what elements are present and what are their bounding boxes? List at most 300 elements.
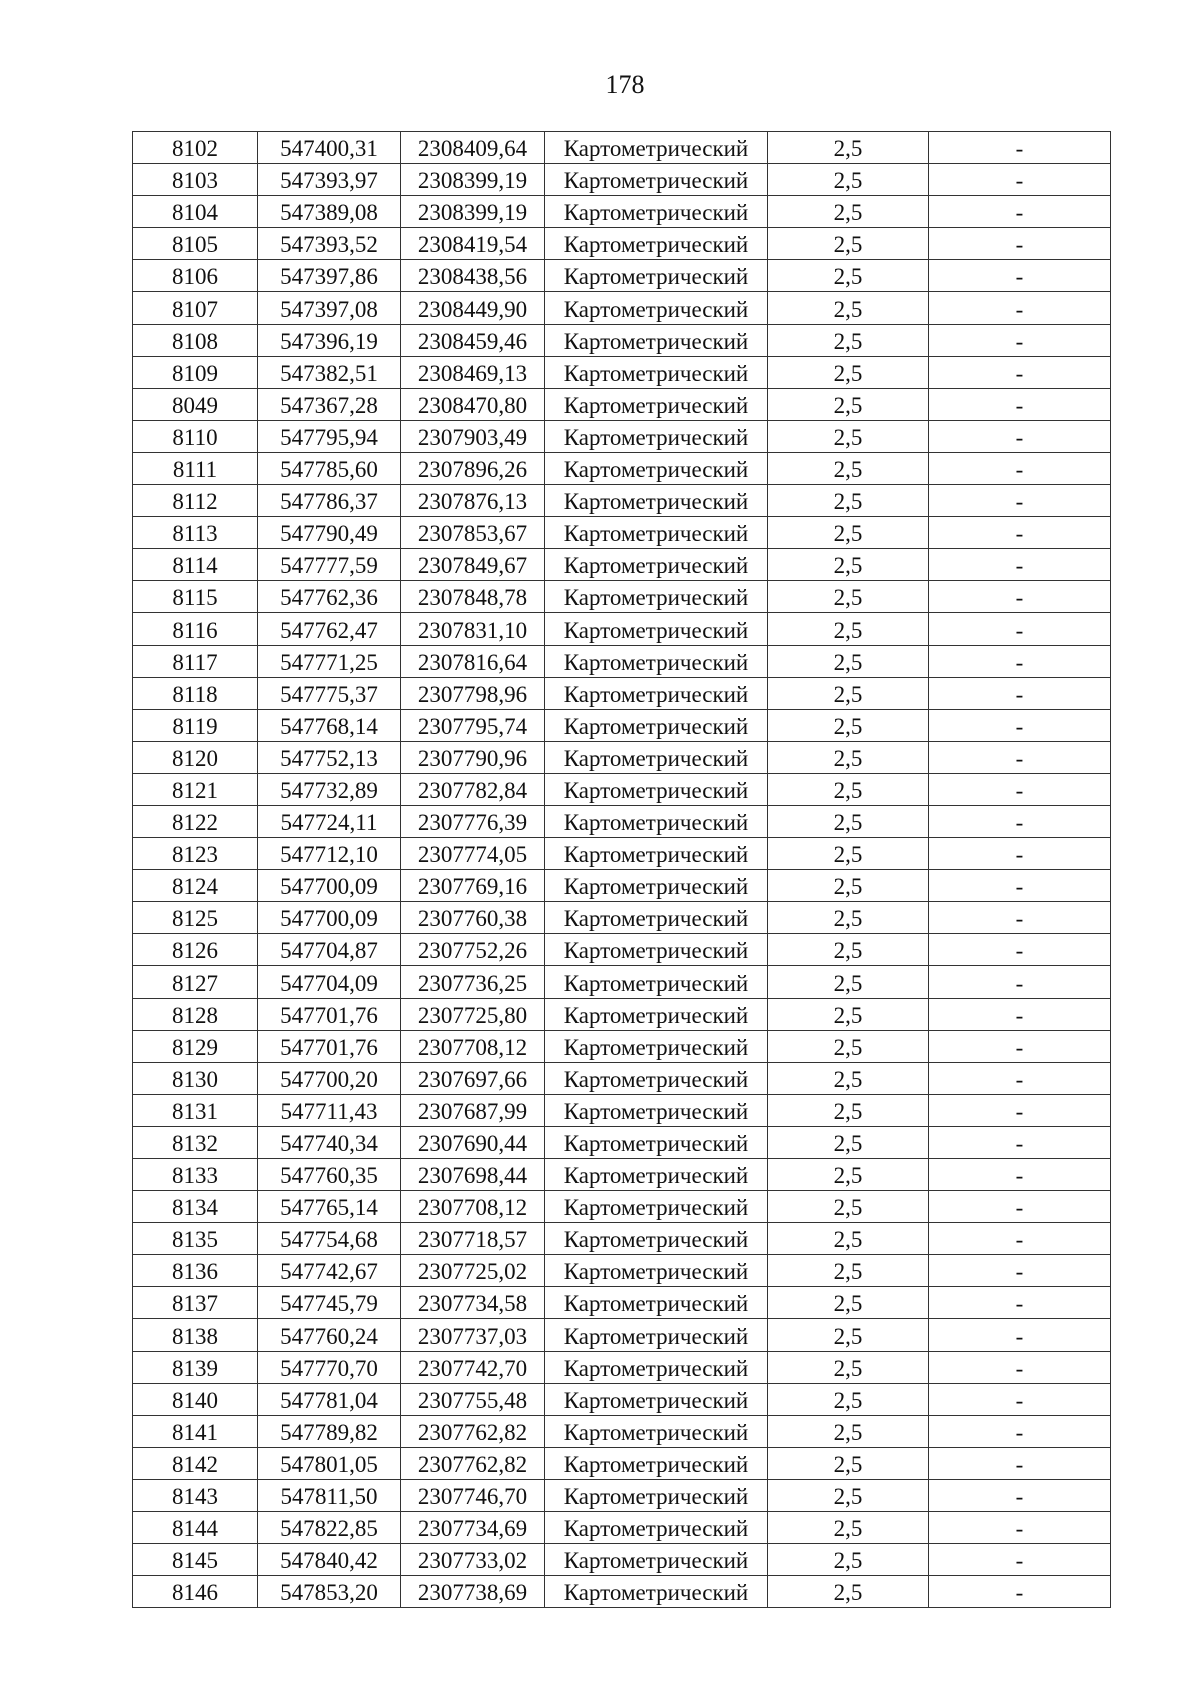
table-row [133,870,1111,902]
accuracy-cell: 2,5 [768,902,929,934]
note-cell: - [929,902,1111,934]
point-number-cell: 8143 [133,1479,258,1511]
point-number-cell: 8116 [133,613,258,645]
table-row [133,1447,1111,1479]
method-cell: Картометрический [545,485,768,517]
table-row [133,1255,1111,1287]
method-cell: Картометрический [545,228,768,260]
table-row [133,132,1111,164]
note-cell: - [929,934,1111,966]
accuracy-cell: 2,5 [768,645,929,677]
point-number-cell: 8139 [133,1351,258,1383]
note-cell: - [929,388,1111,420]
x-coordinate-cell: 547853,20 [258,1576,401,1608]
point-number-cell: 8127 [133,966,258,998]
accuracy-cell: 2,5 [768,1287,929,1319]
accuracy-cell: 2,5 [768,741,929,773]
x-coordinate-cell: 547795,94 [258,420,401,452]
y-coordinate-cell: 2308459,46 [401,324,545,356]
x-coordinate-cell: 547786,37 [258,485,401,517]
note-cell: - [929,196,1111,228]
accuracy-cell: 2,5 [768,324,929,356]
note-cell: - [929,1544,1111,1576]
accuracy-cell: 2,5 [768,1223,929,1255]
method-cell: Картометрический [545,902,768,934]
accuracy-cell: 2,5 [768,1319,929,1351]
note-cell: - [929,1255,1111,1287]
method-cell: Картометрический [545,1030,768,1062]
note-cell: - [929,1159,1111,1191]
method-cell: Картометрический [545,1415,768,1447]
point-number-cell: 8122 [133,805,258,837]
y-coordinate-cell: 2307752,26 [401,934,545,966]
method-cell: Картометрический [545,196,768,228]
table-row [133,902,1111,934]
method-cell: Картометрический [545,870,768,902]
note-cell: - [929,1479,1111,1511]
method-cell: Картометрический [545,805,768,837]
y-coordinate-cell: 2307774,05 [401,838,545,870]
note-cell: - [929,1030,1111,1062]
x-coordinate-cell: 547790,49 [258,517,401,549]
accuracy-cell: 2,5 [768,228,929,260]
x-coordinate-cell: 547397,86 [258,260,401,292]
y-coordinate-cell: 2308469,13 [401,356,545,388]
point-number-cell: 8107 [133,292,258,324]
point-number-cell: 8132 [133,1126,258,1158]
point-number-cell: 8119 [133,709,258,741]
accuracy-cell: 2,5 [768,1030,929,1062]
point-number-cell: 8120 [133,741,258,773]
accuracy-cell: 2,5 [768,1255,929,1287]
note-cell: - [929,741,1111,773]
point-number-cell: 8049 [133,388,258,420]
note-cell: - [929,677,1111,709]
point-number-cell: 8137 [133,1287,258,1319]
table-row [133,581,1111,613]
note-cell: - [929,1287,1111,1319]
method-cell: Картометрический [545,966,768,998]
y-coordinate-cell: 2307903,49 [401,420,545,452]
accuracy-cell: 2,5 [768,966,929,998]
accuracy-cell: 2,5 [768,838,929,870]
accuracy-cell: 2,5 [768,452,929,484]
table-row [133,1544,1111,1576]
x-coordinate-cell: 547762,36 [258,581,401,613]
accuracy-cell: 2,5 [768,613,929,645]
point-number-cell: 8106 [133,260,258,292]
method-cell: Картометрический [545,324,768,356]
y-coordinate-cell: 2307733,02 [401,1544,545,1576]
accuracy-cell: 2,5 [768,1062,929,1094]
x-coordinate-cell: 547770,70 [258,1351,401,1383]
x-coordinate-cell: 547712,10 [258,838,401,870]
method-cell: Картометрический [545,1287,768,1319]
x-coordinate-cell: 547393,52 [258,228,401,260]
method-cell: Картометрический [545,356,768,388]
table-row [133,1479,1111,1511]
note-cell: - [929,228,1111,260]
method-cell: Картометрический [545,741,768,773]
x-coordinate-cell: 547732,89 [258,773,401,805]
table-row [133,934,1111,966]
method-cell: Картометрический [545,1447,768,1479]
table-row [133,324,1111,356]
y-coordinate-cell: 2307876,13 [401,485,545,517]
method-cell: Картометрический [545,1223,768,1255]
accuracy-cell: 2,5 [768,260,929,292]
x-coordinate-cell: 547742,67 [258,1255,401,1287]
point-number-cell: 8102 [133,132,258,164]
method-cell: Картометрический [545,517,768,549]
note-cell: - [929,164,1111,196]
y-coordinate-cell: 2307831,10 [401,613,545,645]
y-coordinate-cell: 2307734,69 [401,1512,545,1544]
table-row [133,966,1111,998]
table-row [133,1223,1111,1255]
y-coordinate-cell: 2307853,67 [401,517,545,549]
note-cell: - [929,1062,1111,1094]
note-cell: - [929,324,1111,356]
table-row [133,838,1111,870]
y-coordinate-cell: 2308399,19 [401,196,545,228]
table-row [133,645,1111,677]
table-row [133,1576,1111,1608]
accuracy-cell: 2,5 [768,1447,929,1479]
note-cell: - [929,1512,1111,1544]
x-coordinate-cell: 547789,82 [258,1415,401,1447]
y-coordinate-cell: 2307848,78 [401,581,545,613]
point-number-cell: 8125 [133,902,258,934]
accuracy-cell: 2,5 [768,1126,929,1158]
table-row [133,1062,1111,1094]
y-coordinate-cell: 2307762,82 [401,1447,545,1479]
point-number-cell: 8110 [133,420,258,452]
accuracy-cell: 2,5 [768,1512,929,1544]
accuracy-cell: 2,5 [768,998,929,1030]
x-coordinate-cell: 547745,79 [258,1287,401,1319]
note-cell: - [929,1191,1111,1223]
note-cell: - [929,1383,1111,1415]
point-number-cell: 8105 [133,228,258,260]
y-coordinate-cell: 2308438,56 [401,260,545,292]
y-coordinate-cell: 2307698,44 [401,1159,545,1191]
accuracy-cell: 2,5 [768,1094,929,1126]
method-cell: Картометрический [545,998,768,1030]
accuracy-cell: 2,5 [768,773,929,805]
accuracy-cell: 2,5 [768,292,929,324]
method-cell: Картометрический [545,132,768,164]
x-coordinate-cell: 547367,28 [258,388,401,420]
x-coordinate-cell: 547740,34 [258,1126,401,1158]
method-cell: Картометрический [545,420,768,452]
point-number-cell: 8134 [133,1191,258,1223]
note-cell: - [929,838,1111,870]
x-coordinate-cell: 547400,31 [258,132,401,164]
method-cell: Картометрический [545,1319,768,1351]
note-cell: - [929,260,1111,292]
method-cell: Картометрический [545,709,768,741]
accuracy-cell: 2,5 [768,677,929,709]
table-row [133,677,1111,709]
accuracy-cell: 2,5 [768,517,929,549]
x-coordinate-cell: 547396,19 [258,324,401,356]
method-cell: Картометрический [545,1544,768,1576]
x-coordinate-cell: 547382,51 [258,356,401,388]
y-coordinate-cell: 2307746,70 [401,1479,545,1511]
note-cell: - [929,773,1111,805]
accuracy-cell: 2,5 [768,1544,929,1576]
note-cell: - [929,966,1111,998]
method-cell: Картометрический [545,1062,768,1094]
point-number-cell: 8138 [133,1319,258,1351]
accuracy-cell: 2,5 [768,485,929,517]
table-row [133,1319,1111,1351]
x-coordinate-cell: 547701,76 [258,1030,401,1062]
point-number-cell: 8136 [133,1255,258,1287]
y-coordinate-cell: 2307737,03 [401,1319,545,1351]
table-row [133,388,1111,420]
point-number-cell: 8109 [133,356,258,388]
x-coordinate-cell: 547760,35 [258,1159,401,1191]
note-cell: - [929,1094,1111,1126]
method-cell: Картометрический [545,1191,768,1223]
accuracy-cell: 2,5 [768,1159,929,1191]
method-cell: Картометрический [545,677,768,709]
note-cell: - [929,1223,1111,1255]
accuracy-cell: 2,5 [768,388,929,420]
point-number-cell: 8128 [133,998,258,1030]
y-coordinate-cell: 2307742,70 [401,1351,545,1383]
method-cell: Картометрический [545,452,768,484]
table-row [133,998,1111,1030]
table-row [133,1351,1111,1383]
note-cell: - [929,132,1111,164]
y-coordinate-cell: 2307795,74 [401,709,545,741]
note-cell: - [929,709,1111,741]
y-coordinate-cell: 2307816,64 [401,645,545,677]
x-coordinate-cell: 547752,13 [258,741,401,773]
point-number-cell: 8103 [133,164,258,196]
point-number-cell: 8141 [133,1415,258,1447]
accuracy-cell: 2,5 [768,1415,929,1447]
point-number-cell: 8117 [133,645,258,677]
note-cell: - [929,517,1111,549]
y-coordinate-cell: 2308399,19 [401,164,545,196]
point-number-cell: 8124 [133,870,258,902]
note-cell: - [929,356,1111,388]
point-number-cell: 8146 [133,1576,258,1608]
y-coordinate-cell: 2307738,69 [401,1576,545,1608]
table-row [133,356,1111,388]
x-coordinate-cell: 547724,11 [258,805,401,837]
y-coordinate-cell: 2308409,64 [401,132,545,164]
point-number-cell: 8111 [133,452,258,484]
table-row [133,1383,1111,1415]
y-coordinate-cell: 2307708,12 [401,1191,545,1223]
x-coordinate-cell: 547775,37 [258,677,401,709]
method-cell: Картометрический [545,934,768,966]
y-coordinate-cell: 2307725,02 [401,1255,545,1287]
x-coordinate-cell: 547785,60 [258,452,401,484]
point-number-cell: 8123 [133,838,258,870]
y-coordinate-cell: 2307736,25 [401,966,545,998]
method-cell: Картометрический [545,645,768,677]
point-number-cell: 8144 [133,1512,258,1544]
point-number-cell: 8121 [133,773,258,805]
page-number: 178 [605,70,645,99]
method-cell: Картометрический [545,838,768,870]
point-number-cell: 8126 [133,934,258,966]
x-coordinate-cell: 547701,76 [258,998,401,1030]
point-number-cell: 8108 [133,324,258,356]
x-coordinate-cell: 547771,25 [258,645,401,677]
accuracy-cell: 2,5 [768,934,929,966]
y-coordinate-cell: 2307790,96 [401,741,545,773]
x-coordinate-cell: 547704,09 [258,966,401,998]
y-coordinate-cell: 2307725,80 [401,998,545,1030]
x-coordinate-cell: 547811,50 [258,1479,401,1511]
method-cell: Картометрический [545,292,768,324]
method-cell: Картометрический [545,773,768,805]
y-coordinate-cell: 2307769,16 [401,870,545,902]
note-cell: - [929,485,1111,517]
point-number-cell: 8133 [133,1159,258,1191]
table-row [133,485,1111,517]
method-cell: Картометрический [545,549,768,581]
note-cell: - [929,1576,1111,1608]
x-coordinate-cell: 547768,14 [258,709,401,741]
note-cell: - [929,870,1111,902]
point-number-cell: 8104 [133,196,258,228]
note-cell: - [929,1319,1111,1351]
accuracy-cell: 2,5 [768,581,929,613]
point-number-cell: 8135 [133,1223,258,1255]
y-coordinate-cell: 2307734,58 [401,1287,545,1319]
table-row [133,1159,1111,1191]
x-coordinate-cell: 547700,09 [258,902,401,934]
note-cell: - [929,613,1111,645]
x-coordinate-cell: 547822,85 [258,1512,401,1544]
y-coordinate-cell: 2307755,48 [401,1383,545,1415]
point-number-cell: 8113 [133,517,258,549]
accuracy-cell: 2,5 [768,549,929,581]
note-cell: - [929,645,1111,677]
accuracy-cell: 2,5 [768,132,929,164]
y-coordinate-cell: 2307690,44 [401,1126,545,1158]
y-coordinate-cell: 2307849,67 [401,549,545,581]
y-coordinate-cell: 2307697,66 [401,1062,545,1094]
x-coordinate-cell: 547700,20 [258,1062,401,1094]
table-row [133,1415,1111,1447]
accuracy-cell: 2,5 [768,1191,929,1223]
x-coordinate-cell: 547704,87 [258,934,401,966]
point-number-cell: 8114 [133,549,258,581]
point-number-cell: 8140 [133,1383,258,1415]
point-number-cell: 8129 [133,1030,258,1062]
table-row [133,613,1111,645]
method-cell: Картометрический [545,613,768,645]
note-cell: - [929,452,1111,484]
accuracy-cell: 2,5 [768,1479,929,1511]
accuracy-cell: 2,5 [768,196,929,228]
method-cell: Картометрический [545,1351,768,1383]
y-coordinate-cell: 2308449,90 [401,292,545,324]
accuracy-cell: 2,5 [768,1351,929,1383]
table-row [133,549,1111,581]
table-row [133,805,1111,837]
method-cell: Картометрический [545,1383,768,1415]
y-coordinate-cell: 2308419,54 [401,228,545,260]
y-coordinate-cell: 2307776,39 [401,805,545,837]
method-cell: Картометрический [545,581,768,613]
method-cell: Картометрический [545,388,768,420]
x-coordinate-cell: 547781,04 [258,1383,401,1415]
x-coordinate-cell: 547700,09 [258,870,401,902]
y-coordinate-cell: 2307687,99 [401,1094,545,1126]
note-cell: - [929,420,1111,452]
y-coordinate-cell: 2307718,57 [401,1223,545,1255]
point-number-cell: 8131 [133,1094,258,1126]
note-cell: - [929,1447,1111,1479]
table-row [133,1512,1111,1544]
note-cell: - [929,549,1111,581]
method-cell: Картометрический [545,1512,768,1544]
note-cell: - [929,581,1111,613]
point-number-cell: 8112 [133,485,258,517]
note-cell: - [929,998,1111,1030]
x-coordinate-cell: 547389,08 [258,196,401,228]
y-coordinate-cell: 2307708,12 [401,1030,545,1062]
point-number-cell: 8115 [133,581,258,613]
table-row [133,773,1111,805]
accuracy-cell: 2,5 [768,1383,929,1415]
x-coordinate-cell: 547762,47 [258,613,401,645]
point-number-cell: 8145 [133,1544,258,1576]
method-cell: Картометрический [545,1126,768,1158]
x-coordinate-cell: 547754,68 [258,1223,401,1255]
y-coordinate-cell: 2307762,82 [401,1415,545,1447]
table-row [133,452,1111,484]
table-row [133,292,1111,324]
note-cell: - [929,1351,1111,1383]
accuracy-cell: 2,5 [768,709,929,741]
x-coordinate-cell: 547777,59 [258,549,401,581]
accuracy-cell: 2,5 [768,164,929,196]
note-cell: - [929,292,1111,324]
method-cell: Картометрический [545,1255,768,1287]
method-cell: Картометрический [545,1159,768,1191]
x-coordinate-cell: 547711,43 [258,1094,401,1126]
x-coordinate-cell: 547397,08 [258,292,401,324]
method-cell: Картометрический [545,164,768,196]
point-number-cell: 8118 [133,677,258,709]
y-coordinate-cell: 2307760,38 [401,902,545,934]
table-row [133,1287,1111,1319]
method-cell: Картометрический [545,1479,768,1511]
table-row [133,420,1111,452]
coordinates-table-body [133,132,1111,1608]
accuracy-cell: 2,5 [768,870,929,902]
table-row [133,1191,1111,1223]
table-row [133,260,1111,292]
y-coordinate-cell: 2307896,26 [401,452,545,484]
note-cell: - [929,1415,1111,1447]
y-coordinate-cell: 2308470,80 [401,388,545,420]
table-row [133,741,1111,773]
method-cell: Картометрический [545,1576,768,1608]
accuracy-cell: 2,5 [768,356,929,388]
